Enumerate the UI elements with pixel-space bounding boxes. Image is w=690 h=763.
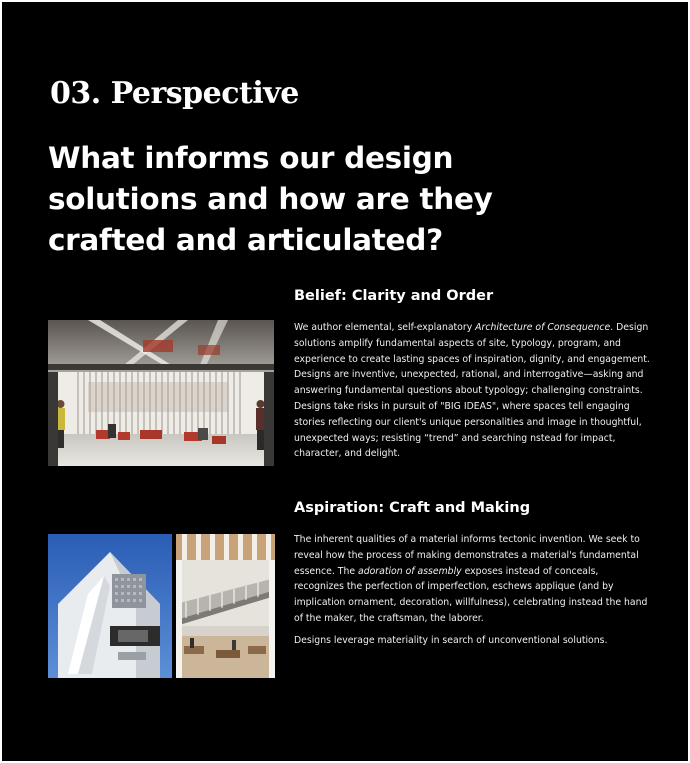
aspiration-paragraph-2: Designs leverage materiality in search of unconventional solutions.	[294, 634, 608, 646]
belief-body	[294, 320, 650, 468]
section-number-title: 03. Perspective	[50, 76, 299, 111]
headline: What informs our design solutions and how are they crafted and articulated?	[48, 141, 493, 257]
document-page	[2, 2, 688, 761]
aspiration-text-1: The inherent qualities of a material informs tectonic invention. We seek to reveal how the process of making demonstrates a material's fundamental essence. The	[294, 534, 640, 577]
belief-title: Belief: Clarity and Order	[294, 288, 494, 304]
belief-text-2: . Design solutions amplify fundamental aspects of site, typology, program, and experience to create lasting spaces of inspiration, dignity, and engagement. Designs are inventive, unexpected, rational, and interrogative—asking and answering fundamental questions about typology; challenging constraints. Designs take risks in pursuit of "BIG IDEAS", where spaces tell engaging stories reflecting our client's unique personalities and image in thoughtful, unexpected ways; resisting “trend” and searching nstead for impact, character, and delight.	[294, 322, 650, 460]
aspiration-body	[294, 532, 650, 655]
belief-emphasis: Architecture of Consequence	[475, 322, 611, 333]
aspiration-paragraph-1	[294, 532, 650, 627]
belief-paragraph	[294, 320, 650, 462]
aspiration-text-2: exposes instead of conceals, recognizes the perfection of imperfection, eschews applique (and by implication ornament, decoration, willfulness), celebrating instead the hand of the maker, the craftsman, the laborer.	[294, 565, 648, 624]
aspiration-emphasis: adoration of assembly	[358, 565, 462, 577]
aspiration-title: Aspiration: Craft and Making	[294, 500, 531, 516]
belief-text-1: We author elemental, self-explanatory	[294, 322, 476, 333]
building-exterior-photo	[48, 534, 172, 678]
library-interior-photo	[48, 320, 274, 466]
atrium-stair-photo	[176, 534, 275, 678]
